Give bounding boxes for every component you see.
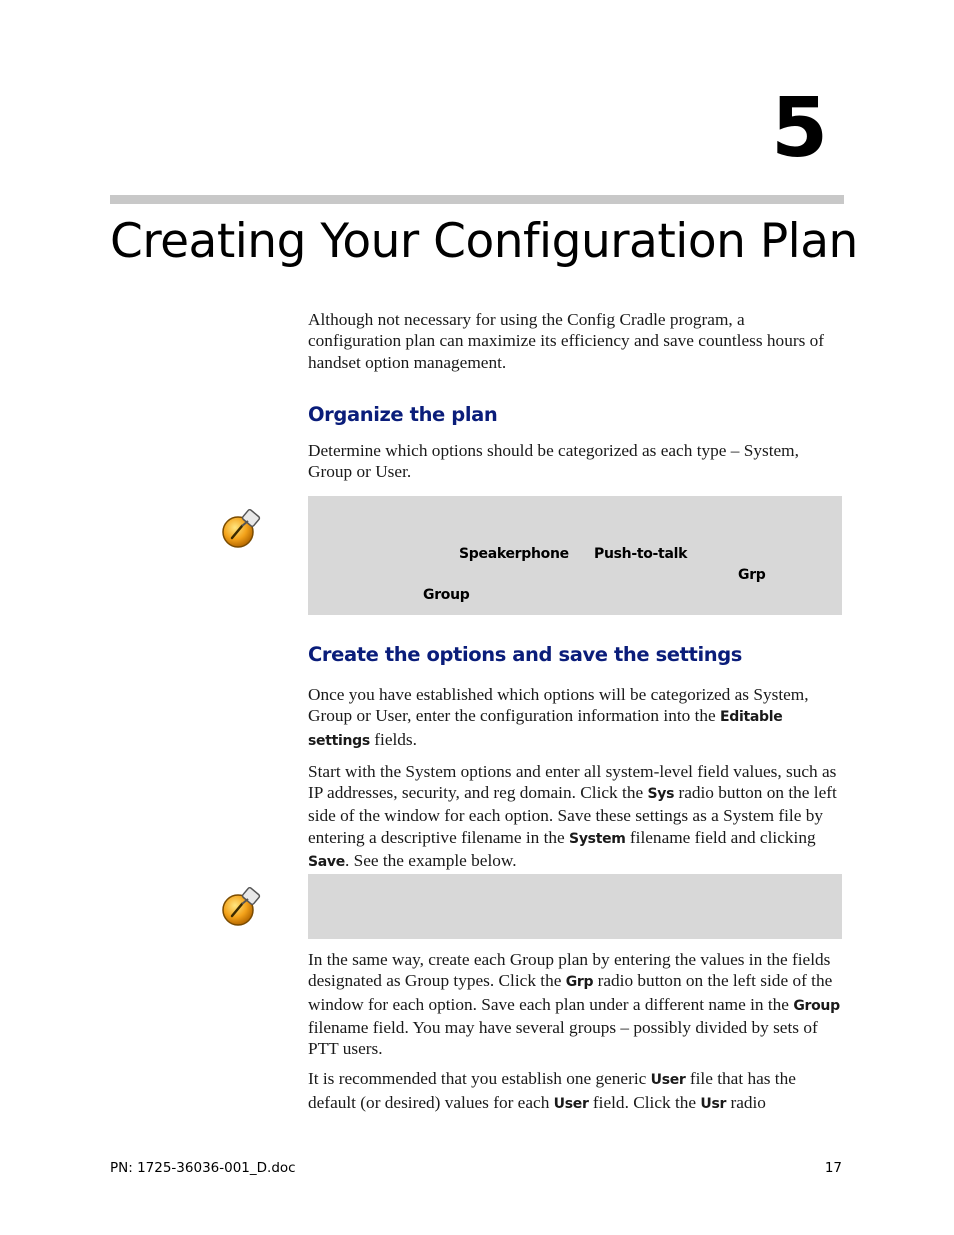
text-run: fields. (369, 729, 417, 749)
note-pushpin-icon (218, 884, 266, 930)
ui-term: Editable settings (308, 709, 783, 749)
text-run: radio button on the left side of the window for each option. Save these settings as a System file by entering a descriptive filename in the (308, 783, 837, 847)
create-paragraph-3 (308, 949, 842, 1059)
ui-term: Group (793, 997, 840, 1014)
text-run: filename field and clicking (625, 827, 816, 847)
ui-term: System (569, 830, 626, 847)
note-term-group: Group (423, 587, 470, 603)
text-run: Start with the System options and enter all system-level field values, such as IP addresses, security, and reg domain. Click the (308, 761, 837, 803)
create-paragraph-4 (308, 1068, 842, 1115)
chapter-rule (110, 195, 844, 204)
section-create-continued (308, 949, 842, 1115)
ui-term: Save (308, 854, 345, 871)
text-run: In the same way, create each Group plan by entering the values in the fields designated as Group types. Click the (308, 950, 831, 991)
note-pushpin-icon (218, 506, 266, 552)
create-paragraph-2 (308, 761, 842, 873)
footer-doc-id: PN: 1725-36036-001_D.doc (110, 1160, 296, 1176)
footer-page-number: 17 (824, 1160, 842, 1176)
ui-term: User (553, 1095, 589, 1112)
text-run: radio (726, 1092, 766, 1112)
text-run: Once you have established which options will be categorized as System, Group or User, enter the configuration information into the (308, 685, 809, 726)
ui-term: User (650, 1072, 686, 1089)
text-run: It is recommended that you establish one generic (308, 1069, 651, 1089)
section-create (308, 643, 842, 873)
ui-term: Sys (647, 786, 675, 803)
text-run: . See the example below. (344, 851, 517, 871)
create-paragraph-1 (308, 684, 842, 752)
note-term-speakerphone: Speakerphone (459, 546, 569, 562)
organize-paragraph: Determine which options should be categorized as each type – System, Group or User. (308, 441, 799, 482)
ui-term: Usr (700, 1095, 727, 1112)
note-box-save (308, 874, 842, 939)
section-heading-organize: Organize the plan (308, 403, 498, 426)
intro-paragraph: Although not necessary for using the Config Cradle program, a configuration plan can maximize its efficiency and save countless hours of handset option management. (308, 310, 825, 372)
section-organize (308, 403, 842, 483)
text-run: radio button on the left side of the window for each option. Save each plan under a different name in the (308, 971, 833, 1014)
chapter-number: 5 (770, 81, 828, 176)
section-heading-create: Create the options and save the settings (308, 643, 743, 666)
ui-term: Grp (565, 974, 594, 991)
text-run: filename field. You may have several groups – possibly divided by sets of PTT users. (308, 1017, 818, 1059)
chapter-title: Creating Your Configuration Plan (110, 214, 858, 269)
text-run: field. Click the (588, 1092, 701, 1112)
note-term-push-to-talk: Push-to-talk (594, 546, 688, 562)
intro-block (308, 309, 842, 373)
note-term-grp: Grp (738, 567, 766, 583)
note-box-organize (308, 496, 842, 615)
text-run: file that has the default (or desired) values for each (308, 1069, 796, 1112)
